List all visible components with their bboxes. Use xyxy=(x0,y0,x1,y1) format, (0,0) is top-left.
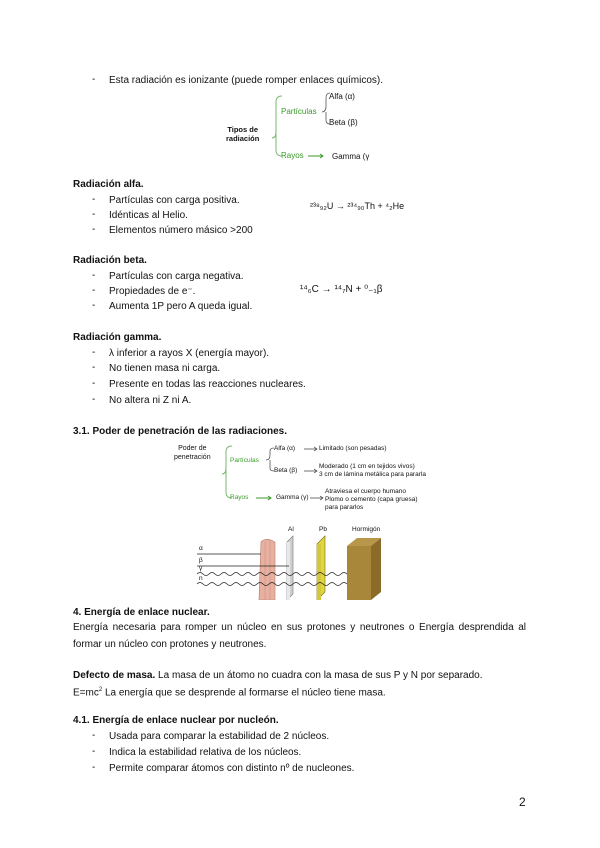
alpha-equation: ²³⁸₉₂U → ²³⁴₉₀Th + ⁴₂He xyxy=(310,201,405,211)
beta-equation: ¹⁴₆C → ¹⁴₇N + ⁰₋₁β xyxy=(300,284,383,295)
ray-beta-label: β xyxy=(199,557,203,564)
beta-title: Radiación beta. xyxy=(73,255,147,266)
penetration-diagram xyxy=(170,440,450,518)
emc2-exponent: 2 xyxy=(98,687,103,693)
gamma-title: Radiación gamma. xyxy=(73,332,162,343)
per-nucleon-item: Indica la estabilidad relativa de los núcleos. xyxy=(109,747,302,758)
bullet-dash: - xyxy=(92,378,96,389)
bullet-dash: - xyxy=(92,209,96,220)
diagram-root: Tipos de radiación xyxy=(226,125,260,143)
radiation-types-diagram xyxy=(210,88,390,168)
pen-gamma-desc-3: para pararlos xyxy=(325,504,364,511)
pen-rays-label: Rayos xyxy=(230,494,249,501)
pen-alpha: Alfa (α) xyxy=(274,445,296,452)
mass-defect-label: Defecto de masa. xyxy=(73,670,156,681)
pen-alpha-desc: Limitado (son pesadas) xyxy=(319,445,387,452)
emc2-prefix: E=mc xyxy=(73,687,99,699)
mass-defect-text: La masa de un átomo no cuadra con la masa de sus P y N por separado. xyxy=(155,670,483,681)
bullet-dash: - xyxy=(92,730,96,741)
per-nucleon-title: 4.1. Energía de enlace nuclear por nucleón. xyxy=(73,715,279,726)
gamma-item: λ inferior a rayos X (energía mayor). xyxy=(109,348,270,359)
bullet-dash: - xyxy=(92,746,96,757)
penetration-brackets xyxy=(170,440,450,518)
pen-gamma: Gamma (γ) xyxy=(276,494,309,501)
pb-label: Pb xyxy=(319,526,327,533)
bullet-dash: - xyxy=(92,394,96,405)
bullet-dash: - xyxy=(92,285,96,296)
binding-paragraph: Energía necesaria para romper un núcleo en sus protones y neutrones o Energía desprendida al formar un núcleo con protones y neutrones. xyxy=(73,622,526,650)
particles-label: Partículas xyxy=(281,107,317,116)
bullet-dash: - xyxy=(92,362,96,373)
bullet-dash: - xyxy=(92,74,96,85)
per-nucleon-item: Usada para comparar la estabilidad de 2 núcleos. xyxy=(109,731,330,742)
per-nucleon-item: Permite comparar átomos con distinto nº de nucleones. xyxy=(109,763,355,774)
bullet-dash: - xyxy=(92,270,96,281)
penetration-title: 3.1. Poder de penetración de las radiaciones. xyxy=(73,426,287,437)
beta-item: Partículas con carga negativa. xyxy=(109,271,244,282)
beta-item: Aumenta 1P pero A queda igual. xyxy=(109,301,253,312)
pen-gamma-desc-1: Atraviesa el cuerpo humano xyxy=(325,488,406,495)
pen-beta-desc-2: 3 cm de lámina metálica para pararla xyxy=(319,471,426,478)
alpha-label: Alfa (α) xyxy=(329,92,355,101)
penetration-illustration xyxy=(195,524,395,600)
bullet-dash: - xyxy=(92,347,96,358)
ray-alpha-label: α xyxy=(199,545,203,552)
emc2-line xyxy=(73,684,386,699)
bullet-dash: - xyxy=(92,300,96,311)
gamma-item: No altera ni Z ni A. xyxy=(109,395,192,406)
alpha-item: Idénticas al Helio. xyxy=(109,210,188,221)
al-label: Al xyxy=(288,526,294,533)
shielding-figure xyxy=(195,524,395,600)
alpha-title: Radiación alfa. xyxy=(73,179,144,190)
pen-beta: Beta (β) xyxy=(274,467,298,474)
beta-label: Beta (β) xyxy=(329,118,358,127)
ray-gamma-label: γ xyxy=(199,565,203,572)
emc2-text: La energía que se desprende al formarse el núcleo tiene masa. xyxy=(102,687,386,699)
gamma-item: Presente en todas las reacciones nucleares. xyxy=(109,379,306,390)
bullet-dash: - xyxy=(92,224,96,235)
gamma-label: Gamma (γ xyxy=(332,152,370,161)
gamma-item: No tienen masa ni carga. xyxy=(109,363,221,374)
pen-gamma-desc-2: Plomo o cemento (capa gruesa) xyxy=(325,496,418,503)
beta-item: Propiedades de e⁻. xyxy=(109,286,196,297)
pen-particles-label: Partículas xyxy=(230,457,259,464)
mass-defect-line xyxy=(73,669,483,682)
rays-label: Rayos xyxy=(281,151,304,160)
alpha-item: Partículas con carga positiva. xyxy=(109,195,240,206)
bullet-dash: - xyxy=(92,194,96,205)
intro-bullet: Esta radiación es ionizante (puede romper enlaces químicos). xyxy=(109,75,384,86)
alpha-item: Elementos número másico >200 xyxy=(109,225,253,236)
bullet-dash: - xyxy=(92,762,96,773)
binding-title: 4. Energía de enlace nuclear. xyxy=(73,607,210,618)
penetration-root: Poder de penetración xyxy=(174,445,211,461)
page-number: 2 xyxy=(519,795,526,809)
ray-neutron-label: n xyxy=(199,575,203,582)
pen-beta-desc-1: Moderado (1 cm en tejidos vivos) xyxy=(319,463,415,470)
concrete-label: Hormigón xyxy=(352,526,381,533)
